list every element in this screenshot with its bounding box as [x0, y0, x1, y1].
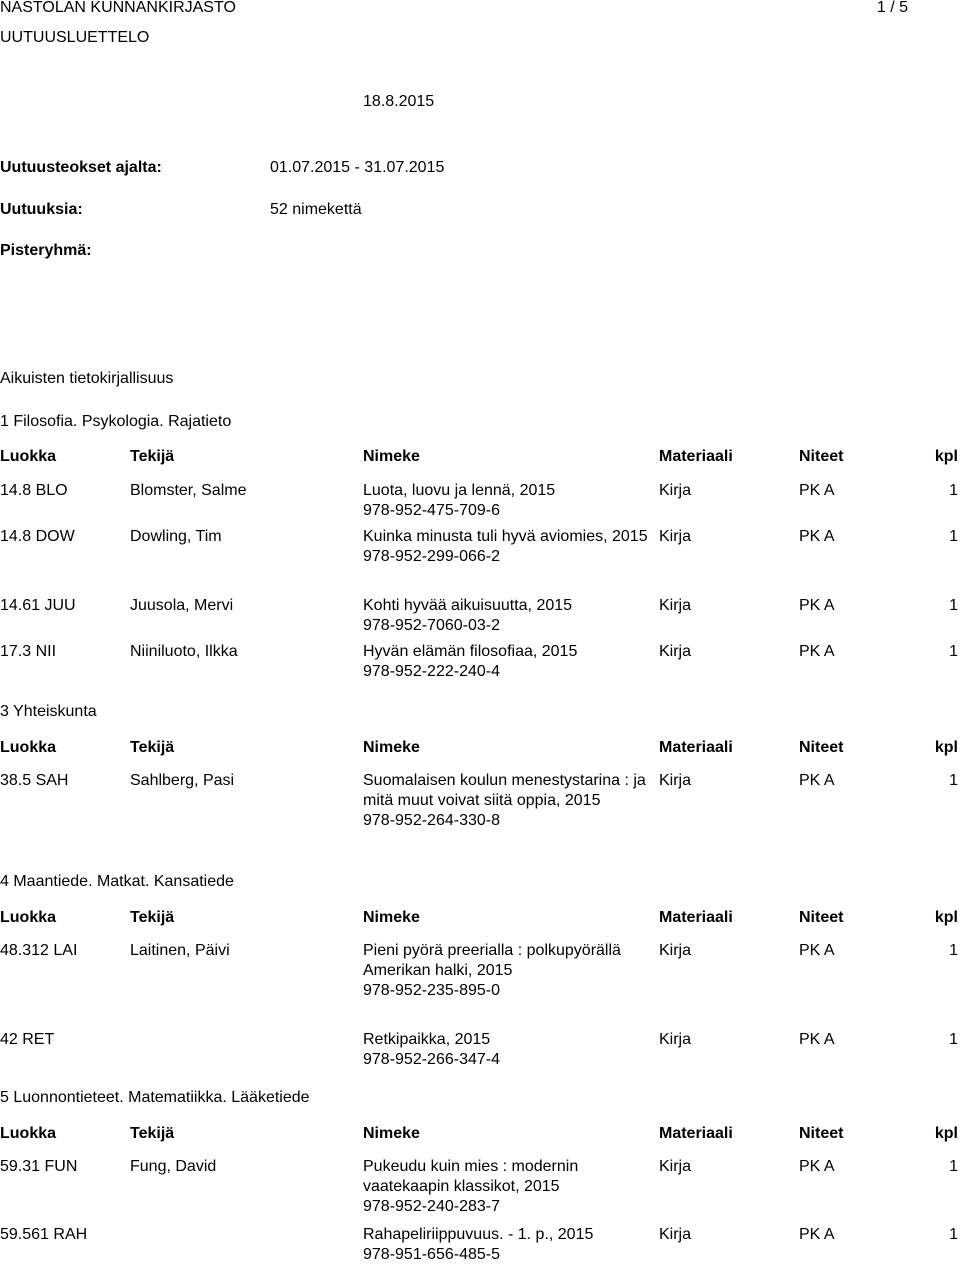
row-tekija: Laitinen, Päivi — [130, 942, 230, 959]
page-number: 1 / 5 — [876, 0, 908, 16]
section-title: 4 Maantiede. Matkat. Kansatiede — [0, 873, 234, 890]
row-niteet: PK A — [799, 1158, 835, 1175]
row-materiaali: Kirja — [659, 597, 692, 614]
row-nimeke — [363, 1030, 648, 1070]
row-isbn: 978-952-266-347-4 — [363, 1051, 500, 1068]
row-luokka: 48.312 LAI — [0, 942, 78, 959]
row-tekija: Sahlberg, Pasi — [130, 772, 235, 789]
col-kpl: kpl — [934, 739, 958, 756]
col-tekija: Tekijä — [130, 909, 175, 926]
col-luokka: Luokka — [0, 739, 57, 756]
group-label: Pisteryhmä: — [0, 242, 92, 259]
section-title: 3 Yhteiskunta — [0, 703, 97, 720]
row-isbn: 978-952-7060-03-2 — [363, 617, 500, 634]
col-niteet: Niteet — [799, 739, 844, 756]
row-niteet: PK A — [799, 1031, 835, 1048]
count-label: Uutuuksia: — [0, 201, 83, 218]
row-kpl: 1 — [949, 643, 958, 660]
row-niteet: PK A — [799, 528, 835, 545]
col-nimeke: Nimeke — [363, 1125, 420, 1142]
col-tekija: Tekijä — [130, 1125, 175, 1142]
category-title: Aikuisten tietokirjallisuus — [0, 370, 174, 387]
count-value: 52 nimekettä — [270, 201, 362, 218]
row-luokka: 14.8 DOW — [0, 528, 75, 545]
row-isbn: 978-952-299-066-2 — [363, 548, 500, 565]
row-luokka: 59.31 FUN — [0, 1158, 78, 1175]
row-kpl: 1 — [949, 1226, 958, 1243]
period-label: Uutuusteokset ajalta: — [0, 159, 162, 176]
row-tekija: Dowling, Tim — [130, 528, 222, 545]
row-niteet: PK A — [799, 482, 835, 499]
period-value: 01.07.2015 - 31.07.2015 — [270, 159, 445, 176]
row-materiaali: Kirja — [659, 942, 692, 959]
row-luokka: 14.8 BLO — [0, 482, 68, 499]
row-nimeke — [363, 771, 648, 831]
row-nimeke — [363, 596, 648, 636]
col-nimeke: Nimeke — [363, 739, 420, 756]
row-isbn: 978-952-264-330-8 — [363, 812, 500, 829]
library-name: NASTOLAN KUNNANKIRJASTO — [0, 0, 236, 16]
row-kpl: 1 — [949, 1158, 958, 1175]
row-isbn: 978-952-475-709-6 — [363, 502, 500, 519]
col-luokka: Luokka — [0, 448, 57, 465]
row-tekija: Niiniluoto, Ilkka — [130, 643, 238, 660]
row-kpl: 1 — [949, 1031, 958, 1048]
row-luokka: 38.5 SAH — [0, 772, 69, 789]
col-materiaali: Materiaali — [659, 1125, 733, 1142]
row-niteet: PK A — [799, 942, 835, 959]
row-materiaali: Kirja — [659, 1158, 692, 1175]
row-luokka: 14.61 JUU — [0, 597, 76, 614]
row-title: Retkipaikka, 2015 — [363, 1031, 491, 1048]
row-niteet: PK A — [799, 597, 835, 614]
row-nimeke — [363, 642, 648, 682]
report-date: 18.8.2015 — [363, 93, 435, 110]
row-title: Pieni pyörä preerialla : polkupyörällä Amerikan halki, 2015 — [363, 942, 621, 979]
row-title: Kohti hyvää aikuisuutta, 2015 — [363, 597, 573, 614]
row-title: Suomalaisen koulun menestystarina : ja mitä muut voivat siitä oppia, 2015 — [363, 772, 646, 809]
row-isbn: 978-952-235-895-0 — [363, 982, 500, 999]
list-title: UUTUUSLUETTELO — [0, 29, 150, 46]
row-kpl: 1 — [949, 772, 958, 789]
col-niteet: Niteet — [799, 909, 844, 926]
col-tekija: Tekijä — [130, 739, 175, 756]
row-materiaali: Kirja — [659, 1226, 692, 1243]
row-materiaali: Kirja — [659, 528, 692, 545]
col-nimeke: Nimeke — [363, 448, 420, 465]
row-luokka: 59.561 RAH — [0, 1226, 88, 1243]
row-title: Hyvän elämän filosofiaa, 2015 — [363, 643, 578, 660]
row-niteet: PK A — [799, 772, 835, 789]
row-niteet: PK A — [799, 1226, 835, 1243]
row-nimeke — [363, 941, 648, 1001]
col-kpl: kpl — [934, 1125, 958, 1142]
row-tekija: Blomster, Salme — [130, 482, 247, 499]
row-kpl: 1 — [949, 482, 958, 499]
row-kpl: 1 — [949, 528, 958, 545]
row-nimeke — [363, 527, 648, 567]
row-luokka: 42 RET — [0, 1031, 55, 1048]
row-luokka: 17.3 NII — [0, 643, 57, 660]
col-materiaali: Materiaali — [659, 739, 733, 756]
col-materiaali: Materiaali — [659, 448, 733, 465]
row-materiaali: Kirja — [659, 1031, 692, 1048]
col-luokka: Luokka — [0, 1125, 57, 1142]
col-luokka: Luokka — [0, 909, 57, 926]
row-nimeke — [363, 481, 648, 521]
row-isbn: 978-952-240-283-7 — [363, 1198, 500, 1215]
section-title: 5 Luonnontieteet. Matematiikka. Lääketiede — [0, 1089, 310, 1106]
col-nimeke: Nimeke — [363, 909, 420, 926]
row-title: Pukeudu kuin mies : modernin vaatekaapin klassikot, 2015 — [363, 1158, 579, 1195]
row-title: Rahapeliriippuvuus. - 1. p., 2015 — [363, 1226, 594, 1243]
row-title: Kuinka minusta tuli hyvä aviomies, 2015 — [363, 528, 648, 545]
row-tekija: Fung, David — [130, 1158, 217, 1175]
col-niteet: Niteet — [799, 448, 844, 465]
row-materiaali: Kirja — [659, 643, 692, 660]
col-tekija: Tekijä — [130, 448, 175, 465]
row-isbn: 978-952-222-240-4 — [363, 663, 500, 680]
row-materiaali: Kirja — [659, 482, 692, 499]
col-kpl: kpl — [934, 448, 958, 465]
row-kpl: 1 — [949, 942, 958, 959]
section-title: 1 Filosofia. Psykologia. Rajatieto — [0, 413, 232, 430]
row-kpl: 1 — [949, 597, 958, 614]
row-nimeke — [363, 1225, 648, 1265]
row-nimeke — [363, 1157, 648, 1217]
col-materiaali: Materiaali — [659, 909, 733, 926]
col-kpl: kpl — [934, 909, 958, 926]
row-materiaali: Kirja — [659, 772, 692, 789]
col-niteet: Niteet — [799, 1125, 844, 1142]
row-title: Luota, luovu ja lennä, 2015 — [363, 482, 556, 499]
row-niteet: PK A — [799, 643, 835, 660]
row-isbn: 978-951-656-485-5 — [363, 1246, 500, 1263]
row-tekija: Juusola, Mervi — [130, 597, 234, 614]
